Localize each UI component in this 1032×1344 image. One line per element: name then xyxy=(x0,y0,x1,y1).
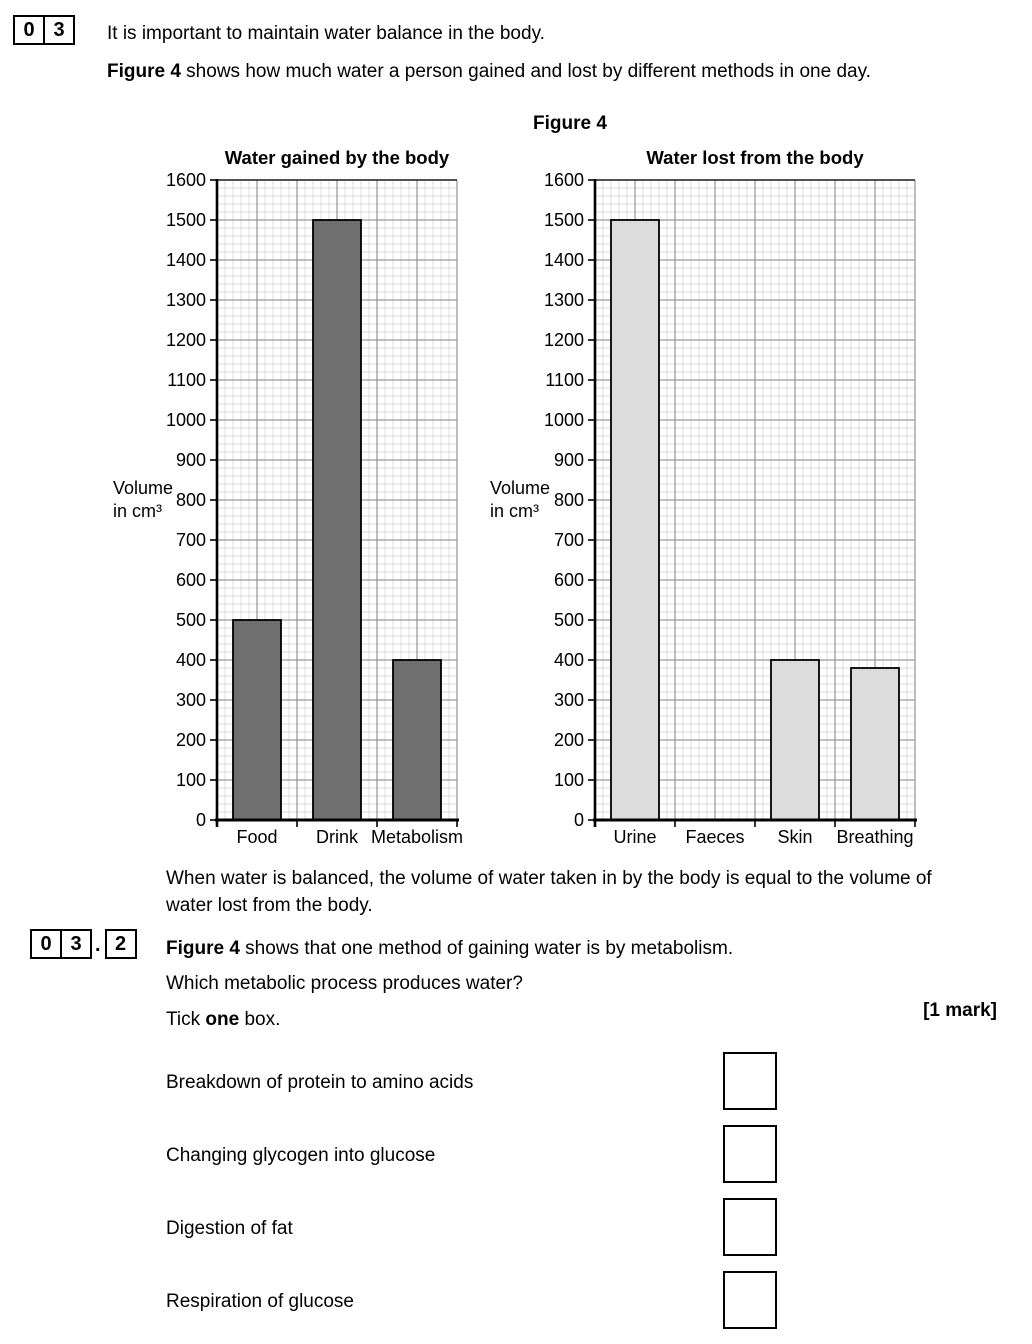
svg-text:Faeces: Faeces xyxy=(685,827,745,847)
water-lost-chart xyxy=(480,140,932,855)
svg-text:1100: 1100 xyxy=(545,370,584,390)
svg-text:1400: 1400 xyxy=(543,250,584,270)
tick-post: box. xyxy=(239,1009,281,1030)
svg-text:0: 0 xyxy=(573,810,584,830)
question-digit-3: 3 xyxy=(43,15,75,45)
svg-text:300: 300 xyxy=(553,690,584,710)
svg-text:200: 200 xyxy=(175,730,206,750)
option-checkbox-breakdown-protein[interactable] xyxy=(723,1052,777,1110)
svg-text:900: 900 xyxy=(175,450,206,470)
svg-text:400: 400 xyxy=(175,650,206,670)
svg-text:600: 600 xyxy=(175,570,206,590)
svg-text:Breathing: Breathing xyxy=(836,827,914,847)
svg-text:0: 0 xyxy=(195,810,206,830)
figure-intro-bold: Figure 4 xyxy=(107,61,181,82)
question-prompt: Which metabolic process produces water? xyxy=(166,973,523,994)
question-3-2-intro-bold: Figure 4 xyxy=(166,938,240,959)
svg-text:1200: 1200 xyxy=(543,330,584,350)
tick-pre: Tick xyxy=(166,1009,206,1030)
svg-text:800: 800 xyxy=(175,490,206,510)
option-label-respiration-glucose: Respiration of glucose xyxy=(166,1291,354,1312)
svg-text:1300: 1300 xyxy=(543,290,584,310)
option-label-glycogen-glucose: Changing glycogen into glucose xyxy=(166,1145,436,1166)
question-3-2-intro-rest: shows that one method of gaining water is by metabolism. xyxy=(239,938,734,959)
svg-text:300: 300 xyxy=(175,690,206,710)
figure-intro-text xyxy=(107,55,902,88)
svg-text:500: 500 xyxy=(553,610,584,630)
svg-text:1600: 1600 xyxy=(165,170,206,190)
option-checkbox-digestion-fat[interactable] xyxy=(723,1198,777,1256)
svg-text:800: 800 xyxy=(553,490,584,510)
svg-text:1500: 1500 xyxy=(165,210,206,230)
svg-text:1000: 1000 xyxy=(543,410,584,430)
svg-text:400: 400 xyxy=(553,650,584,670)
intro-text: It is important to maintain water balance in the body. xyxy=(107,23,545,44)
svg-text:1000: 1000 xyxy=(165,410,206,430)
question-number-box xyxy=(13,15,75,45)
svg-text:700: 700 xyxy=(175,530,206,550)
question-number-separator: . xyxy=(95,934,101,956)
question-3-2-sub-digit: 2 xyxy=(105,929,137,959)
option-checkbox-respiration-glucose[interactable] xyxy=(723,1271,777,1329)
tick-instruction xyxy=(166,1006,566,1033)
tick-bold: one xyxy=(205,1009,240,1030)
figure-intro-rest: shows how much water a person gained and lost by different methods in one day. xyxy=(180,61,871,82)
svg-text:Urine: Urine xyxy=(613,827,657,847)
svg-text:500: 500 xyxy=(175,610,206,630)
water-gained-chart xyxy=(100,140,480,855)
svg-text:Volume: Volume xyxy=(490,478,551,498)
svg-text:Metabolism: Metabolism xyxy=(370,827,464,847)
svg-text:600: 600 xyxy=(553,570,584,590)
svg-text:1500: 1500 xyxy=(543,210,584,230)
option-label-digestion-fat: Digestion of fat xyxy=(166,1218,293,1239)
balance-text: When water is balanced, the volume of water taken in by the body is equal to the volume of water lost from the body. xyxy=(166,868,932,916)
svg-text:Food: Food xyxy=(236,827,278,847)
svg-text:100: 100 xyxy=(175,770,206,790)
figure-label: Figure 4 xyxy=(533,113,607,134)
svg-text:Drink: Drink xyxy=(315,827,359,847)
question-digit-0: 0 xyxy=(13,15,45,45)
svg-text:900: 900 xyxy=(553,450,584,470)
marks-label: [1 mark] xyxy=(923,1000,997,1021)
svg-text:Water lost from the body: Water lost from the body xyxy=(646,147,864,168)
svg-text:Skin: Skin xyxy=(777,827,813,847)
svg-text:1600: 1600 xyxy=(543,170,584,190)
option-label-breakdown-protein: Breakdown of protein to amino acids xyxy=(166,1072,474,1093)
option-checkbox-glycogen-glucose[interactable] xyxy=(723,1125,777,1183)
svg-text:1100: 1100 xyxy=(167,370,206,390)
question-3-2-number-box xyxy=(30,929,137,959)
svg-text:700: 700 xyxy=(553,530,584,550)
svg-text:Water gained by the body: Water gained by the body xyxy=(224,147,450,168)
question-3-2-digit-3: 3 xyxy=(60,929,92,959)
svg-text:100: 100 xyxy=(553,770,584,790)
svg-text:200: 200 xyxy=(553,730,584,750)
svg-text:Volume: Volume xyxy=(113,478,174,498)
svg-text:in cm³: in cm³ xyxy=(113,501,162,521)
svg-text:1400: 1400 xyxy=(165,250,206,270)
svg-text:1200: 1200 xyxy=(165,330,206,350)
question-3-2-digit-0: 0 xyxy=(30,929,62,959)
svg-text:in cm³: in cm³ xyxy=(490,501,539,521)
question-3-2-intro xyxy=(166,935,986,962)
svg-text:1300: 1300 xyxy=(165,290,206,310)
